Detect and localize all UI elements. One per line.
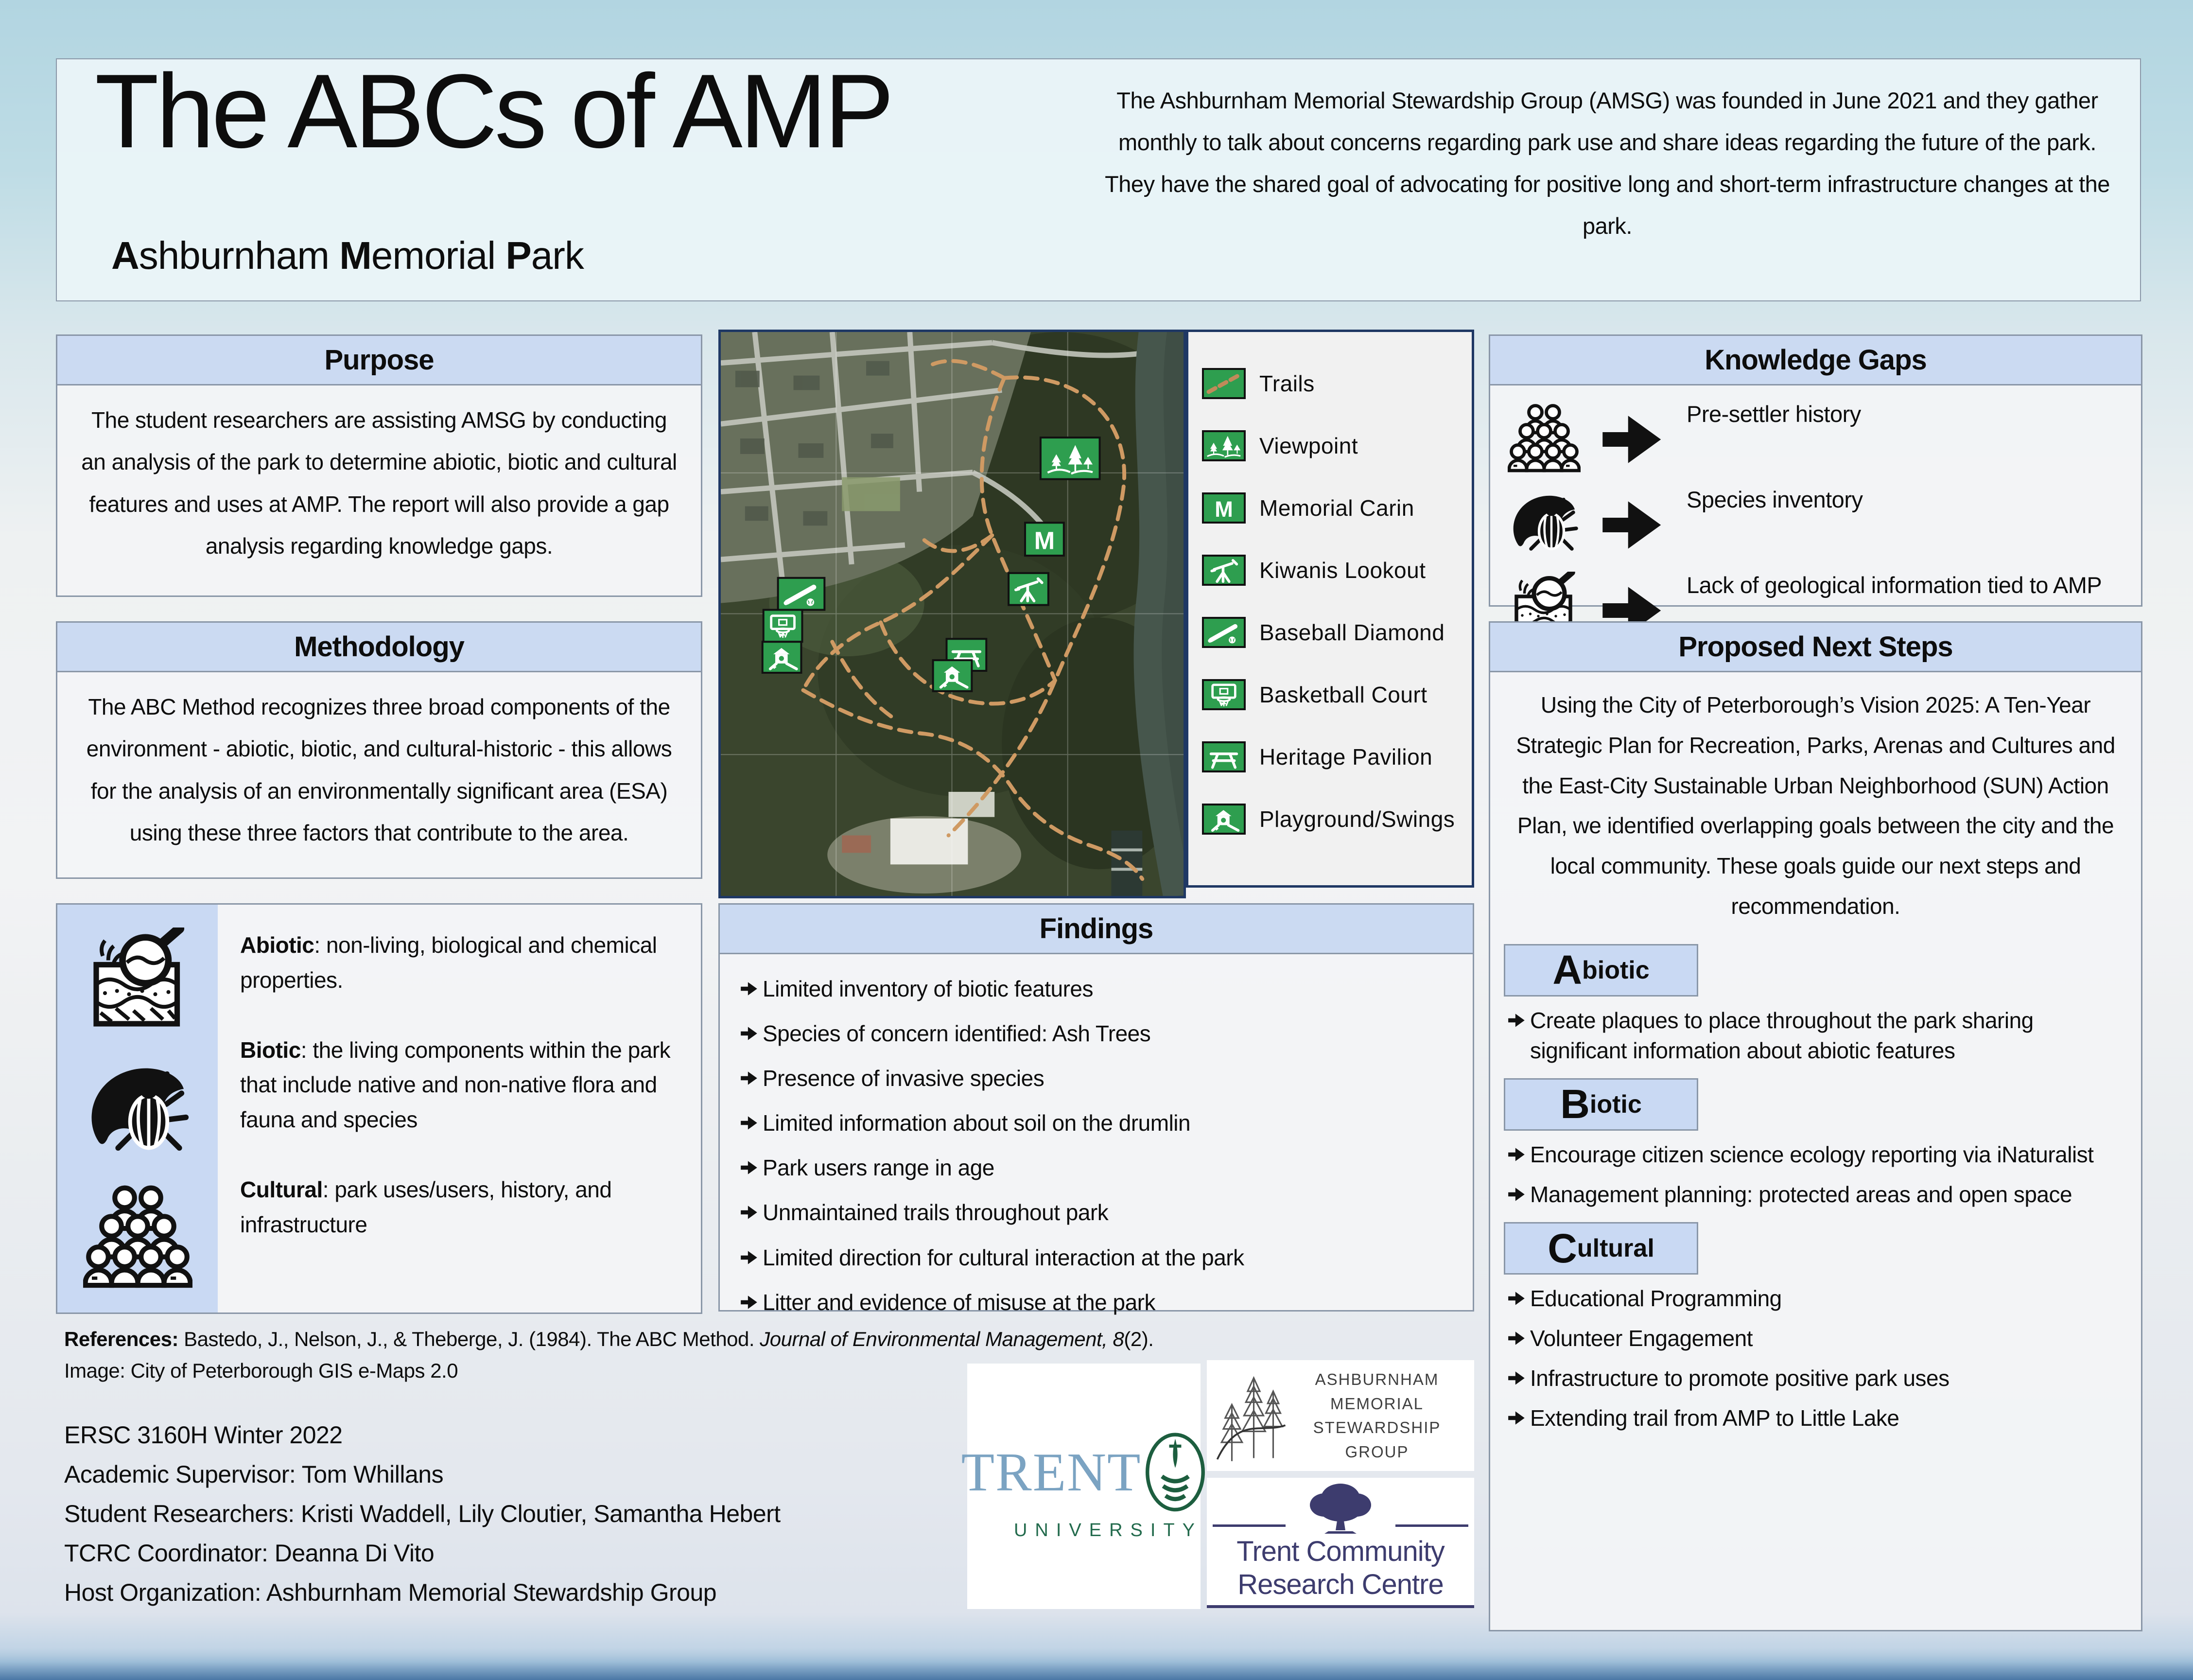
methodology-panel <box>56 621 702 879</box>
beetle-icon <box>83 1054 192 1163</box>
soil-magnifier-icon <box>83 928 192 1037</box>
step-text: Management planning: protected areas and open space <box>1530 1182 2072 1208</box>
arrow-icon <box>1507 1184 1527 1205</box>
amsg-logo <box>1207 1360 1474 1471</box>
gap-item-species-inventory <box>1490 480 2141 565</box>
finding-item <box>739 1197 1455 1227</box>
gap-text <box>1597 484 1862 561</box>
finding-item <box>739 1108 1455 1138</box>
finding-text: Presence of invasive species <box>763 1066 1044 1091</box>
step-item <box>1507 1323 2129 1353</box>
credit-line-coordinator: TCRC Coordinator: Deanna Di Vito <box>64 1540 435 1567</box>
abiotic-desc: : non-living, biological and chemical properties. <box>240 932 657 993</box>
subtitle-text: shburnham <box>139 234 340 277</box>
next-steps-panel <box>1489 621 2142 1631</box>
amsg-pines-icon <box>1214 1367 1287 1464</box>
abiotic-initial: A <box>1552 947 1582 993</box>
finding-item <box>739 1153 1455 1183</box>
biotic-initial: B <box>1560 1081 1590 1127</box>
step-text: Volunteer Engagement <box>1530 1326 1753 1351</box>
finding-text: Limited information about soil on the drumlin <box>763 1110 1191 1136</box>
finding-item <box>739 1063 1455 1093</box>
step-item <box>1507 1363 2129 1393</box>
gap-text <box>1597 398 1861 476</box>
legend-label: Viewpoint <box>1259 433 1358 458</box>
gap-label: Pre-settler history <box>1687 401 1861 427</box>
amsg-line1: ASHBURNHAM MEMORIAL <box>1315 1370 1439 1413</box>
legend-item-viewpoint <box>1202 415 1472 477</box>
abc-definitions-text <box>218 905 701 1312</box>
tcrc-rule-left <box>1213 1524 1286 1527</box>
step-item <box>1507 1403 2129 1433</box>
biotic-term: Biotic <box>240 1037 301 1063</box>
subtitle-bold-p: P <box>505 234 531 277</box>
beetle-icon <box>1508 486 1581 559</box>
memorial-carin-icon <box>1202 492 1246 524</box>
methodology-header: Methodology <box>57 623 701 672</box>
legend-item-heritage-pavilion <box>1202 726 1472 788</box>
findings-list <box>720 954 1473 1317</box>
finding-text: Park users range in age <box>763 1155 994 1181</box>
arrow-icon <box>1507 1288 1527 1309</box>
purpose-body: The student researchers are assisting AMSG by conducting an analysis of the park to determine abiotic, biotic and cultural features and uses at AMP. The report will also provide a gap analysis regarding knowledge gaps. <box>81 407 677 559</box>
baseball-diamond-marker <box>778 578 825 610</box>
trent-university-logo <box>961 1364 1203 1609</box>
step-item <box>1507 1179 2129 1209</box>
cultural-steps-list <box>1490 1283 2141 1433</box>
arrow-icon <box>739 1157 760 1178</box>
kiwanis-lookout-icon <box>1202 555 1246 586</box>
legend-item-basketball-court <box>1202 664 1472 726</box>
finding-item <box>739 1287 1455 1317</box>
basketball-court-icon <box>1202 679 1246 710</box>
subtitle-bold-a: A <box>111 234 139 277</box>
arrow-icon <box>1507 1144 1527 1165</box>
next-steps-header: Proposed Next Steps <box>1490 623 2141 672</box>
legend-label: Heritage Pavilion <box>1259 744 1433 770</box>
arrow-icon <box>1507 1368 1527 1388</box>
page-subtitle <box>111 233 584 278</box>
trent-logo-row <box>961 1432 1207 1513</box>
references-image-credit: Image: City of Peterborough GIS e-Maps 2.0 <box>64 1359 458 1382</box>
cultural-desc: : park uses/users, history, and infrastructure <box>240 1176 612 1237</box>
step-item <box>1507 1005 2129 1066</box>
finding-text: Limited inventory of biotic features <box>763 976 1094 1001</box>
tcrc-line2: Research Centre <box>1237 1569 1444 1601</box>
abiotic-subheader <box>1504 944 1698 997</box>
amsg-wordmark <box>1287 1367 1467 1464</box>
arrow-icon <box>739 979 760 999</box>
finding-text: Unmaintained trails throughout park <box>763 1200 1109 1225</box>
tcrc-rule-right <box>1395 1524 1468 1527</box>
credit-line-supervisor: Academic Supervisor: Tom Whillans <box>64 1461 444 1488</box>
credit-line-course: ERSC 3160H Winter 2022 <box>64 1421 343 1449</box>
subtitle-bold-m: M <box>339 234 371 277</box>
trent-emblem-icon <box>1144 1432 1206 1513</box>
trails-icon <box>1202 368 1246 399</box>
legend-label: Trails <box>1259 371 1315 396</box>
biotic-rest: iotic <box>1589 1090 1642 1119</box>
finding-text: Species of concern identified: Ash Trees <box>763 1021 1151 1047</box>
aerial-map-image <box>721 332 1184 896</box>
memorial-carin-marker <box>1025 523 1064 556</box>
legend-label: Baseball Diamond <box>1259 620 1445 645</box>
crowd-icon <box>1508 401 1581 473</box>
legend-label: Playground/Swings <box>1259 806 1455 832</box>
legend-label: Basketball Court <box>1259 682 1427 707</box>
arrow-icon <box>1507 1328 1527 1348</box>
legend-item-playground-swings <box>1202 788 1472 850</box>
heritage-pavilion-icon <box>1202 741 1246 772</box>
finding-item <box>739 974 1455 1004</box>
references-suffix: (2). <box>1124 1328 1154 1350</box>
subtitle-text: ark <box>531 234 584 277</box>
arrow-icon <box>1597 489 1670 561</box>
step-text: Infrastructure to promote positive park uses <box>1530 1365 1949 1391</box>
legend-label: Memorial Carin <box>1259 495 1414 521</box>
step-text: Encourage citizen science ecology reporting via iNaturalist <box>1530 1141 2094 1167</box>
purpose-header: Purpose <box>57 336 701 385</box>
map-legend <box>1186 330 1474 888</box>
cultural-rest: ultural <box>1577 1234 1654 1263</box>
legend-item-memorial-carin <box>1202 477 1472 539</box>
knowledge-gaps-list <box>1490 385 2141 651</box>
findings-panel <box>718 903 1474 1315</box>
arrow-icon <box>739 1247 760 1268</box>
playground-swings-icon <box>1202 804 1246 835</box>
trent-wordmark: TRENT <box>961 1442 1142 1503</box>
viewpoint-marker <box>1041 438 1100 479</box>
findings-header: Findings <box>720 905 1473 954</box>
kiwanis-lookout-marker <box>1009 573 1048 605</box>
cultural-definition <box>240 1172 681 1242</box>
credit-line-host: Host Organization: Ashburnham Memorial Stewardship Group <box>64 1579 717 1606</box>
arrow-icon <box>739 1023 760 1044</box>
gap-label: Species inventory <box>1687 487 1863 512</box>
step-item <box>1507 1283 2129 1313</box>
abc-definitions-panel <box>56 903 702 1314</box>
references-label: References: <box>64 1328 178 1350</box>
abiotic-definition <box>240 928 681 998</box>
biotic-definition <box>240 1033 681 1138</box>
legend-item-baseball-diamond <box>1202 601 1472 664</box>
playground-marker-2 <box>933 660 972 691</box>
gap-label: Lack of geological information tied to AMP <box>1687 572 2102 598</box>
arrow-icon <box>739 1068 760 1088</box>
subtitle-text: emorial <box>371 234 506 277</box>
knowledge-gaps-header: Knowledge Gaps <box>1490 336 2141 385</box>
cultural-initial: C <box>1548 1225 1577 1271</box>
arrow-icon <box>739 1113 760 1133</box>
title-panel <box>56 52 2141 301</box>
legend-item-kiwanis-lookout <box>1202 539 1472 601</box>
abiotic-rest: biotic <box>1582 956 1650 984</box>
page-title: The ABCs of AMP <box>95 52 891 170</box>
finding-text: Litter and evidence of misuse at the park <box>763 1289 1155 1315</box>
references-journal: Journal of Environmental Management, 8 <box>760 1328 1124 1350</box>
step-text: Educational Programming <box>1530 1286 1782 1312</box>
abc-icon-column <box>57 905 218 1312</box>
step-text: Extending trail from AMP to Little Lake <box>1530 1405 1899 1431</box>
purpose-panel <box>56 334 702 597</box>
abiotic-term: Abiotic <box>240 932 314 958</box>
step-text: Create plaques to place throughout the park sharing significant information about abiotic features <box>1530 1007 2034 1063</box>
finding-item <box>739 1242 1455 1273</box>
next-steps-intro: Using the City of Peterborough’s Vision 2025: A Ten-Year Strategic Plan for Recreation, Parks, Arenas and Cultures and the East-City Sustainable Urban Neighborhood (SUN) Action Plan, we identified overlapping goals between the city and the local community. These goals guide our next steps and recommendation. <box>1516 692 2115 919</box>
park-aerial-map <box>718 330 1186 898</box>
credit-line-researchers: Student Researchers: Kristi Waddell, Lily Cloutier, Samantha Hebert <box>64 1500 781 1527</box>
cultural-subheader <box>1504 1222 1698 1275</box>
arrow-icon <box>1507 1408 1527 1428</box>
biotic-subheader <box>1504 1078 1698 1131</box>
trent-university-label: UNIVERSITY <box>1013 1520 1203 1540</box>
knowledge-gaps-panel <box>1489 334 2142 607</box>
legend-item-trails <box>1202 352 1472 415</box>
bottom-gradient-band <box>0 1647 2193 1680</box>
intro-paragraph: The Ashburnham Memorial Stewardship Group (AMSG) was founded in June 2021 and they gather monthly to talk about concerns regarding park use and share ideas regarding the future of the park. They have the shared goal of advocating for positive long and short-term infrastructure changes at the park. <box>1105 88 2110 239</box>
legend-label: Kiwanis Lookout <box>1259 558 1426 583</box>
playground-marker <box>763 642 801 673</box>
step-item <box>1507 1139 2129 1170</box>
references-citation: Bastedo, J., Nelson, J., & Theberge, J. (1984). The ABC Method. <box>178 1328 760 1350</box>
credits-block <box>64 1416 781 1612</box>
arrow-icon <box>739 1202 760 1223</box>
biotic-desc: : the living components within the park that include native and non-native flora and fauna and species <box>240 1037 671 1132</box>
references-line1 <box>64 1323 1376 1355</box>
tcrc-tree-icon <box>1299 1480 1382 1537</box>
baseball-diamond-icon <box>1202 617 1246 648</box>
arrow-icon <box>1507 1010 1527 1031</box>
arrow-icon <box>739 1292 760 1312</box>
arrow-icon <box>1597 403 1670 476</box>
crowd-icon <box>83 1180 192 1290</box>
gap-item-pre-settler <box>1490 394 2141 480</box>
finding-item <box>739 1018 1455 1049</box>
amsg-line2: STEWARDSHIP GROUP <box>1313 1418 1441 1461</box>
tcrc-line1: Trent Community <box>1236 1536 1445 1567</box>
finding-text: Limited direction for cultural interaction at the park <box>763 1244 1244 1270</box>
methodology-body: The ABC Method recognizes three broad components of the environment - abiotic, biotic, and cultural-historic - this allows for the analysis of an environmentally significant area (ESA) using these three factors that contribute to the area. <box>86 694 672 846</box>
viewpoint-icon <box>1202 430 1246 461</box>
tcrc-tree-row <box>1207 1478 1474 1535</box>
abiotic-steps-list <box>1490 1005 2141 1066</box>
basketball-court-marker <box>764 610 802 642</box>
cultural-term: Cultural <box>240 1176 323 1202</box>
tcrc-logo <box>1207 1478 1474 1608</box>
biotic-steps-list <box>1490 1139 2141 1209</box>
